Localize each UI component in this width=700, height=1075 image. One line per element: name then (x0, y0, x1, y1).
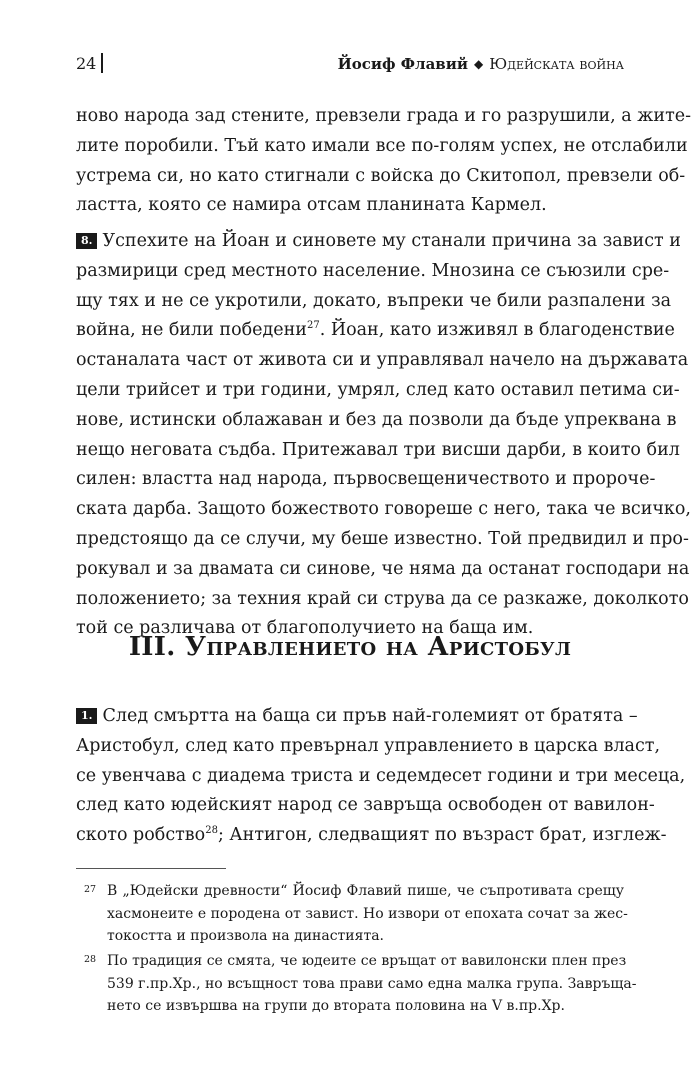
footnote-line: По традиция се смята, че юдеите се връщат от вавилонски плен през (107, 953, 627, 969)
footnote-line: нето се извършва на групи до втората половина на V в.пр.Хр. (107, 998, 565, 1014)
footnote-line: В „Юдейски древности“ Йосиф Флавий пише, че съпротивата срещу (107, 883, 624, 899)
footnote-divider (76, 868, 226, 869)
text-line: останалата част от живота си и управлявал начело на държавата (76, 350, 689, 371)
text-line: предстоящо да се случи, му беше известно. Той предвидил и про- (76, 528, 689, 549)
paragraph-continuation (76, 102, 692, 221)
footnote-line: хасмонеите е породена от завист. Но извори от епохата сочат за жес- (107, 905, 628, 922)
text-line-content: Успехите на Йоан и синовете му станали причина за завист и (102, 231, 681, 251)
header-divider (101, 53, 103, 73)
diamond-icon: ◆ (473, 57, 484, 71)
text-segment: . Йоан, като изживял в благоденствие (319, 320, 675, 341)
footnote-number: 27 (84, 884, 97, 895)
footnote-line: 539 г.пр.Хр., но всъщност това прави само една малка група. Завръща- (107, 975, 637, 992)
header-author: Йосиф Флавий (337, 55, 468, 73)
text-line (76, 702, 638, 732)
text-line-content: След смъртта на баща си пръв най-големият от братята – (102, 706, 638, 726)
footnote-body (107, 880, 628, 948)
text-line: лите поробили. Тъй като имали все по-голям успех, не отслабили (76, 135, 688, 156)
text-line: се увенчава с диадема триста и седемдесет години и три месеца, (76, 765, 686, 786)
header-title (338, 55, 624, 73)
text-line: силен: властта над народа, първосвещеничеството и пророче- (76, 469, 656, 490)
section-number-badge: 8. (76, 233, 97, 249)
text-segment: война, не били победени (76, 320, 307, 341)
footnote-reference[interactable]: 27 (306, 320, 320, 332)
text-line: нове, истински облажаван и без да позволи да бъде упреквана в (76, 409, 677, 430)
text-segment: ; Антигон, следващият по възраст брат, изглеж- (217, 825, 667, 846)
running-header (76, 54, 624, 76)
header-work-title: Юдейската война (489, 55, 624, 73)
footnote-28 (76, 950, 637, 1018)
text-line (76, 227, 681, 257)
footnote-body (107, 950, 637, 1018)
section-number-badge: 1. (76, 708, 97, 724)
text-line: размирици сред местното население. Мнозина се съюзили сре- (76, 260, 670, 281)
text-line: нещо неговата съдба. Притежавал три висши дарби, в които бил (76, 439, 680, 460)
text-line (76, 316, 675, 346)
text-line: след като юдейският народ се завръща освободен от вавилон- (76, 795, 655, 816)
text-line: рокувал и за двамата си синове, че няма да останат господари на (76, 558, 690, 579)
page-number: 24 (76, 54, 97, 73)
footnote-27 (76, 880, 628, 948)
footnote-reference[interactable]: 28 (205, 825, 218, 837)
footnote-line: токостта и произвола на династията. (107, 928, 384, 944)
text-line: устрема си, но като стигнали с войска до Скитопол, превзели об- (76, 165, 686, 186)
text-line: ската дарба. Защото божеството говореше с него, така че всичко, (76, 499, 691, 520)
text-line: ластта, която се намира отсам планината Кармел. (76, 195, 547, 216)
text-line: положението; за техния край си струва да се разкаже, доколкото (76, 588, 689, 609)
text-line: щу тях и не се укротили, докато, въпреки че били разпалени за (76, 290, 672, 311)
paragraph-8 (76, 227, 691, 644)
text-line: цели трийсет и три години, умрял, след като оставил петима си- (76, 379, 680, 400)
footnote-number: 28 (84, 954, 97, 965)
text-segment: ското робство (76, 825, 206, 846)
text-line: Аристобул, след като превърнал управлението в царска власт, (76, 735, 661, 756)
text-line: той се различава от благополучието на баща им. (76, 618, 534, 639)
paragraph-1 (76, 702, 686, 851)
text-line (76, 821, 667, 851)
text-line: ново народа зад стените, превзели града и го разрушили, а жите- (76, 106, 692, 126)
chapter-heading: III. Управлението на Аристобул (128, 632, 572, 662)
